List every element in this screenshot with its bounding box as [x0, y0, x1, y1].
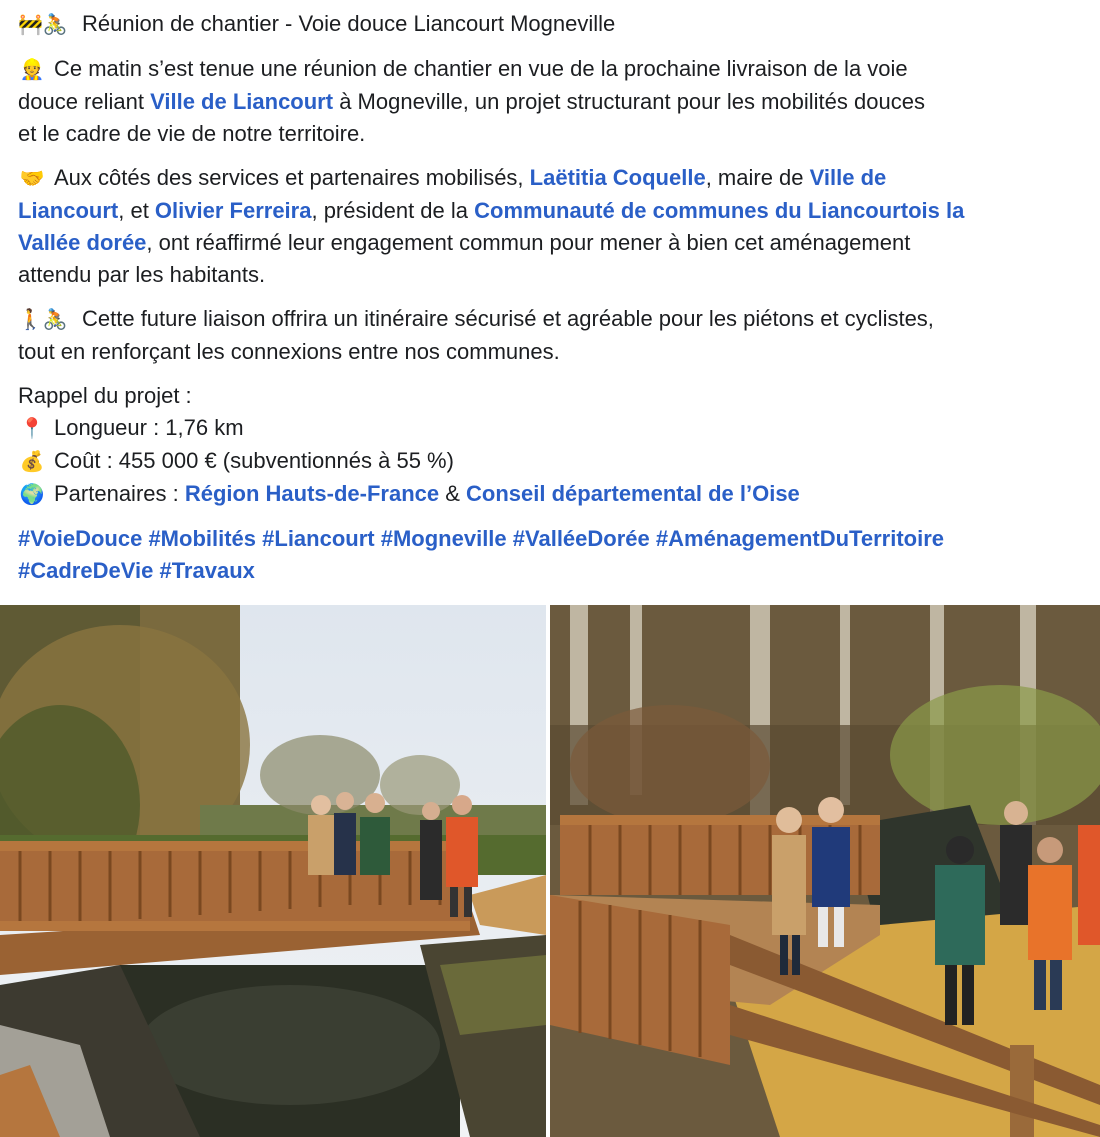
money-bag-icon: 💰: [19, 451, 45, 473]
hashtag-aménagementduterritoire[interactable]: #AménagementDuTerritoire: [655, 526, 944, 551]
link-olivier-ferreira[interactable]: Olivier Ferreira: [154, 198, 312, 223]
link-vallee-doree[interactable]: Vallée dorée: [18, 230, 147, 255]
link-communaute-de-communes[interactable]: Communauté de communes du Liancourtois la: [474, 198, 965, 223]
construction-bike-icon: 🚧🚴: [18, 14, 68, 36]
hashtag-mogneville[interactable]: #Mogneville: [380, 526, 507, 551]
hashtag-travaux[interactable]: #Travaux: [159, 558, 255, 583]
hashtag-liancourt[interactable]: #Liancourt: [262, 526, 375, 551]
text: attendu par les habitants.: [18, 262, 266, 287]
photo-bridge-group-image: [0, 605, 546, 1137]
text: , et: [118, 198, 155, 223]
walker-bike-icon: 🚶🚴: [18, 309, 68, 331]
link-ville-de-liancourt[interactable]: Ville de Liancourt: [150, 89, 334, 114]
text: douce reliant: [18, 89, 151, 114]
globe-icon: 🌍: [19, 484, 45, 506]
handshake-icon: 🤝: [19, 168, 45, 190]
paragraph-liaison: [18, 303, 1088, 368]
photo-bridge-group[interactable]: [0, 605, 546, 1137]
text: , ont réaffirmé leur engagement commun pour mener à bien cet aménagement: [146, 230, 911, 255]
text: &: [439, 481, 467, 506]
link-region-hauts-de-france[interactable]: Région Hauts-de-France: [184, 481, 440, 506]
post-title-line: [18, 8, 1088, 41]
text: Cette future liaison offrira un itinéraire sécurisé et agréable pour les piétons et cyclistes,: [82, 306, 934, 331]
recap-length: Longueur : 1,76 km: [54, 415, 244, 440]
project-recap: [18, 380, 1088, 511]
photo-meeting-group[interactable]: [550, 605, 1100, 1137]
recap-partners-label: Partenaires :: [54, 481, 185, 506]
text: et le cadre de vie de notre territoire.: [18, 121, 366, 146]
text: Aux côtés des services et partenaires mobilisés,: [54, 165, 530, 190]
paragraph-partners: [18, 162, 1088, 291]
text: , maire de: [705, 165, 810, 190]
hashtags-line-2: [18, 555, 1088, 587]
link-liancourt[interactable]: Liancourt: [18, 198, 119, 223]
hashtag-mobilités[interactable]: #Mobilités: [148, 526, 257, 551]
recap-cost: Coût : 455 000 € (subventionnés à 55 %): [54, 448, 454, 473]
link-conseil-departemental[interactable]: Conseil départemental de l’Oise: [466, 481, 800, 506]
post-text: [18, 8, 1088, 599]
worker-icon: 👷: [19, 59, 45, 81]
recap-heading: Rappel du projet :: [18, 383, 192, 408]
post-title: Réunion de chantier - Voie douce Liancourt Mogneville: [82, 11, 616, 36]
text: à Mogneville, un projet structurant pour les mobilités douces: [333, 89, 925, 114]
hashtags-line-1: [18, 523, 1088, 555]
text: tout en renforçant les connexions entre nos communes.: [18, 339, 560, 364]
hashtag-cadredevie[interactable]: #CadreDeVie: [18, 558, 154, 583]
hashtag-valléedorée[interactable]: #ValléeDorée: [512, 526, 650, 551]
link-laetitia-coquelle[interactable]: Laëtitia Coquelle: [529, 165, 706, 190]
text: , président de la: [311, 198, 475, 223]
photo-grid: [0, 605, 1100, 1137]
pin-icon: 📍: [19, 418, 45, 440]
photo-meeting-group-image: [550, 605, 1100, 1137]
hashtag-voiedouce[interactable]: #VoieDouce: [18, 526, 143, 551]
paragraph-meeting: [18, 53, 1088, 150]
link-ville-de[interactable]: Ville de: [809, 165, 887, 190]
text: Ce matin s’est tenue une réunion de chantier en vue de la prochaine livraison de la voie: [54, 56, 908, 81]
hashtags: [18, 523, 1088, 587]
